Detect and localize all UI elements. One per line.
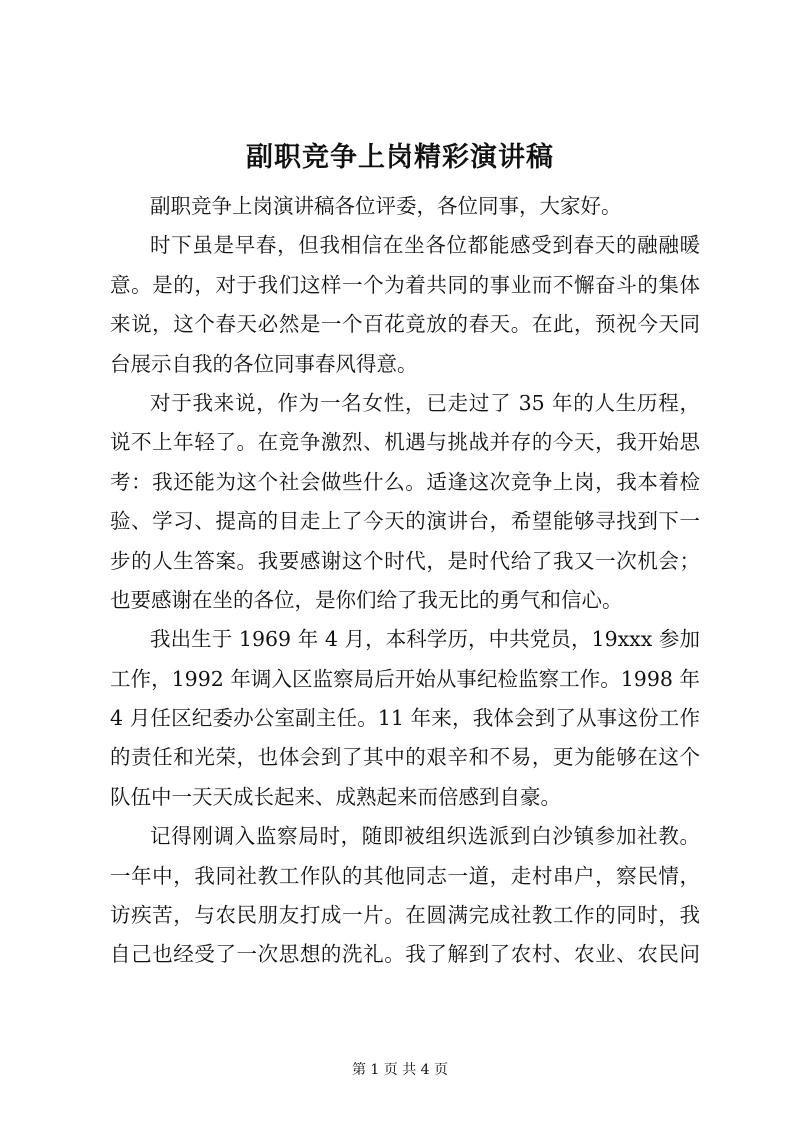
paragraph [110,384,700,620]
paragraph-line: 也要感谢在坐的各位，是你们给了我无比的勇气和信心。 [110,587,623,612]
paragraph-line: 队伍中一天天成长起来、成熟起来而倍感到自豪。 [110,784,561,809]
paragraph [110,226,700,384]
paragraph-line: 工作，1992 年调入区监察局后开始从事纪检监察工作。1998 年 [110,666,700,691]
page-footer: 第 1 页 共 4 页 [351,1062,449,1078]
paragraph-line: 说不上年轻了。在竞争激烈、机遇与挑战并存的今天，我开始思 [110,430,700,455]
paragraph-line: 时下虽是早春，但我相信在坐各位都能感受到春天的融融暖 [150,233,700,258]
paragraph-line: 验、学习、提高的目走上了今天的演讲台，希望能够寻找到下一 [110,509,700,534]
paragraph-line: 4 月任区纪委办公室副主任。11 年来，我体会到了从事这份工作 [110,706,700,731]
document-body [110,187,700,975]
paragraph-line: 自己也经受了一次思想的洗礼。我了解到了农村、农业、农民问 [110,942,700,967]
paragraph [110,817,700,975]
paragraph-line: 考：我还能为这个社会做些什么。适逢这次竞争上岗，我本着检 [110,469,700,494]
paragraph-line: 的责任和光荣，也体会到了其中的艰辛和不易，更为能够在这个 [110,745,700,770]
paragraph-line: 台展示自我的各位同事春风得意。 [110,351,418,376]
paragraph-line: 副职竞争上岗演讲稿各位评委，各位同事，大家好。 [150,194,622,218]
paragraph-line: 访疾苦，与农民朋友打成一片。在圆满完成社教工作的同时，我 [110,903,700,928]
paragraph-line: 意。是的，对于我们这样一个为着共同的事业而不懈奋斗的集体 [110,272,700,297]
paragraph [110,187,700,226]
paragraph-line: 我出生于 1969 年 4 月，本科学历，中共党员，19xxx 参加 [150,627,700,652]
paragraph-line: 步的人生答案。我要感谢这个时代，是时代给了我又一次机会； [110,548,700,573]
paragraph [110,620,700,817]
document-title: 副职竞争上岗精彩演讲稿 [246,142,554,173]
paragraph-line: 对于我来说，作为一名女性，已走过了 35 年的人生历程， [150,390,700,415]
paragraph-line: 记得刚调入监察局时，随即被组织选派到白沙镇参加社教。 [150,824,700,849]
paragraph-line: 来说，这个春天必然是一个百花竟放的春天。在此，预祝今天同 [110,312,700,337]
paragraph-line: 一年中，我同社教工作队的其他同志一道，走村串户，察民情， [110,863,700,888]
